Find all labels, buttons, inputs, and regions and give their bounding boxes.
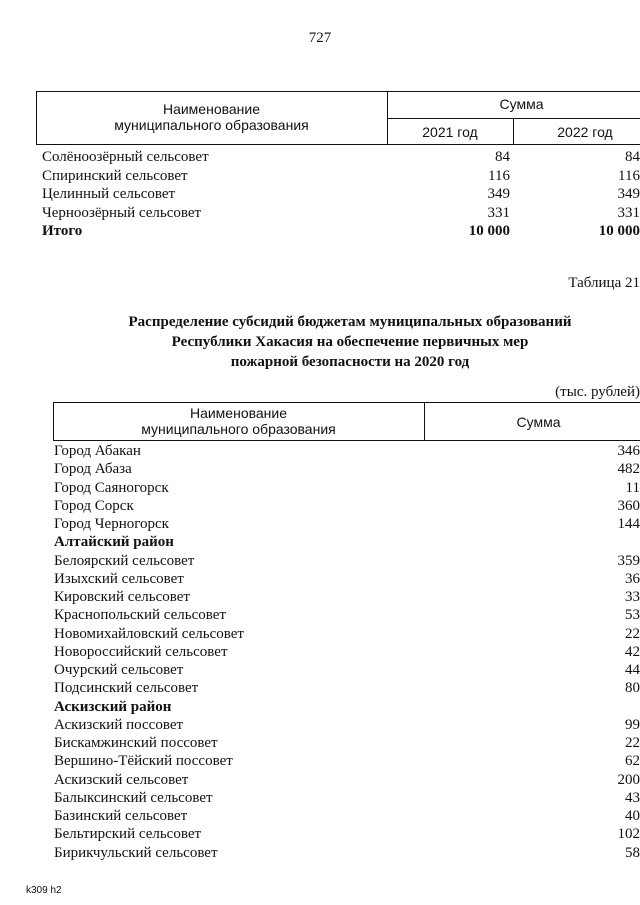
row-name: Новомихайловский сельсовет — [54, 625, 244, 642]
row-name: Очурский сельсовет — [54, 662, 184, 678]
table1-header-sum: Сумма — [499, 96, 544, 112]
section-header — [54, 533, 640, 551]
table1-header — [36, 91, 640, 147]
table2-header-name-line: муниципального образования — [141, 421, 336, 437]
page-number: 727 — [308, 30, 332, 46]
row-value: 346 — [617, 443, 640, 459]
row-value: 99 — [625, 716, 640, 733]
row-name: Город Абакан — [54, 443, 141, 459]
row-value: 200 — [617, 771, 640, 788]
row-name: Город Черногорск — [54, 516, 169, 532]
units-label: (тыс. рублей) — [555, 384, 640, 400]
row-value: 33 — [625, 589, 640, 605]
row-name: Кировский сельсовет — [54, 589, 190, 605]
row-value: 482 — [617, 461, 640, 478]
table2-header-name-line: Наименование — [189, 405, 288, 421]
table-row — [54, 479, 640, 497]
row-name: Краснопольский сельсовет — [54, 607, 226, 624]
row-value-2021: 116 — [488, 167, 510, 184]
table-row — [54, 570, 640, 588]
table1-header-year1: 2021 год — [422, 124, 478, 140]
row-name: Город Саяногорск — [54, 479, 169, 496]
row-name: Город Сорск — [54, 497, 134, 514]
section-header — [54, 698, 640, 716]
table-row — [54, 606, 640, 624]
table-row — [42, 148, 640, 166]
row-value: 11 — [625, 479, 640, 496]
table-row — [54, 844, 640, 862]
row-name: Бискамжинский поссовет — [54, 735, 218, 751]
row-name: Алтайский район — [54, 534, 174, 551]
row-name: Город Абаза — [54, 461, 132, 478]
table2-header — [53, 402, 640, 442]
row-value-2022: 116 — [618, 167, 640, 184]
row-value-2022: 10 000 — [598, 223, 640, 239]
table-row — [54, 752, 640, 770]
table-row — [42, 222, 640, 240]
row-name: Белоярский сельсовет — [54, 552, 195, 569]
row-value: 80 — [625, 680, 640, 697]
table-row — [54, 825, 640, 843]
row-value: 102 — [617, 826, 640, 843]
table-row — [54, 552, 640, 570]
table-row — [54, 716, 640, 734]
row-name: Аскизский сельсовет — [54, 771, 189, 788]
row-value: 22 — [625, 735, 640, 751]
table1-header-name-line: муниципального образования — [114, 117, 309, 133]
row-value: 44 — [625, 662, 640, 678]
row-name: Спиринский сельсовет — [42, 167, 188, 184]
title-line: пожарной безопасности на 2020 год — [230, 354, 470, 370]
table-row — [54, 515, 640, 533]
row-value: 43 — [625, 789, 640, 806]
row-value: 36 — [625, 570, 640, 587]
table-row — [54, 807, 640, 825]
table-row — [54, 734, 640, 752]
table-row — [54, 771, 640, 789]
row-name: Солёноозёрный сельсовет — [42, 149, 209, 165]
row-name: Черноозёрный сельсовет — [42, 204, 202, 221]
table-row — [54, 588, 640, 606]
row-name: Новороссийский сельсовет — [54, 643, 228, 660]
row-value-2022: 349 — [617, 186, 640, 202]
table-row — [42, 204, 640, 222]
document-title — [0, 312, 640, 372]
table-row — [54, 460, 640, 478]
row-name: Бельтирский сельсовет — [54, 826, 202, 843]
row-value: 359 — [617, 552, 640, 569]
footer-code: k309 h2 — [26, 885, 62, 896]
row-value-2022: 331 — [617, 204, 640, 221]
row-value-2022: 84 — [625, 149, 640, 165]
row-name: Подсинский сельсовет — [54, 680, 199, 697]
row-value: 40 — [625, 808, 640, 824]
row-value-2021: 331 — [487, 204, 510, 221]
table-row — [54, 643, 640, 661]
table1-header-name-line: Наименование — [162, 101, 261, 117]
table-row — [42, 167, 640, 185]
table-row — [54, 497, 640, 515]
row-value: 62 — [625, 753, 640, 770]
table1-header-year2: 2022 год — [557, 124, 613, 140]
title-line: Республики Хакасия на обеспечение первичных мер — [171, 334, 529, 350]
table-row — [42, 185, 640, 203]
table-label: Таблица 21 — [568, 275, 640, 291]
row-value: 144 — [617, 516, 640, 532]
row-value: 42 — [625, 643, 640, 660]
row-name: Изыхский сельсовет — [54, 570, 184, 587]
table2-header-sum: Сумма — [516, 414, 561, 430]
row-name: Целинный сельсовет — [42, 186, 176, 202]
table2-header-name — [53, 405, 424, 437]
table-row — [54, 625, 640, 643]
row-value: 22 — [625, 625, 640, 642]
row-name: Балыксинский сельсовет — [54, 789, 213, 806]
row-name: Вершино-Тёйский поссовет — [54, 753, 233, 770]
row-name: Бирикчульский сельсовет — [54, 844, 218, 861]
table-row — [54, 679, 640, 697]
table-row — [54, 789, 640, 807]
row-value-2021: 10 000 — [468, 223, 510, 239]
row-name: Аскизский район — [54, 698, 172, 715]
row-value: 53 — [625, 607, 640, 624]
table1-header-name — [36, 101, 387, 133]
table-row — [54, 661, 640, 679]
row-value: 360 — [617, 497, 640, 514]
row-value: 58 — [625, 844, 640, 861]
row-value-2021: 349 — [487, 186, 510, 202]
title-line: Распределение субсидий бюджетам муниципальных образований — [128, 314, 572, 330]
row-name: Базинский сельсовет — [54, 808, 188, 824]
row-name: Итого — [42, 223, 83, 239]
row-value-2021: 84 — [495, 149, 510, 165]
row-name: Аскизский поссовет — [54, 716, 184, 733]
table-row — [54, 442, 640, 460]
